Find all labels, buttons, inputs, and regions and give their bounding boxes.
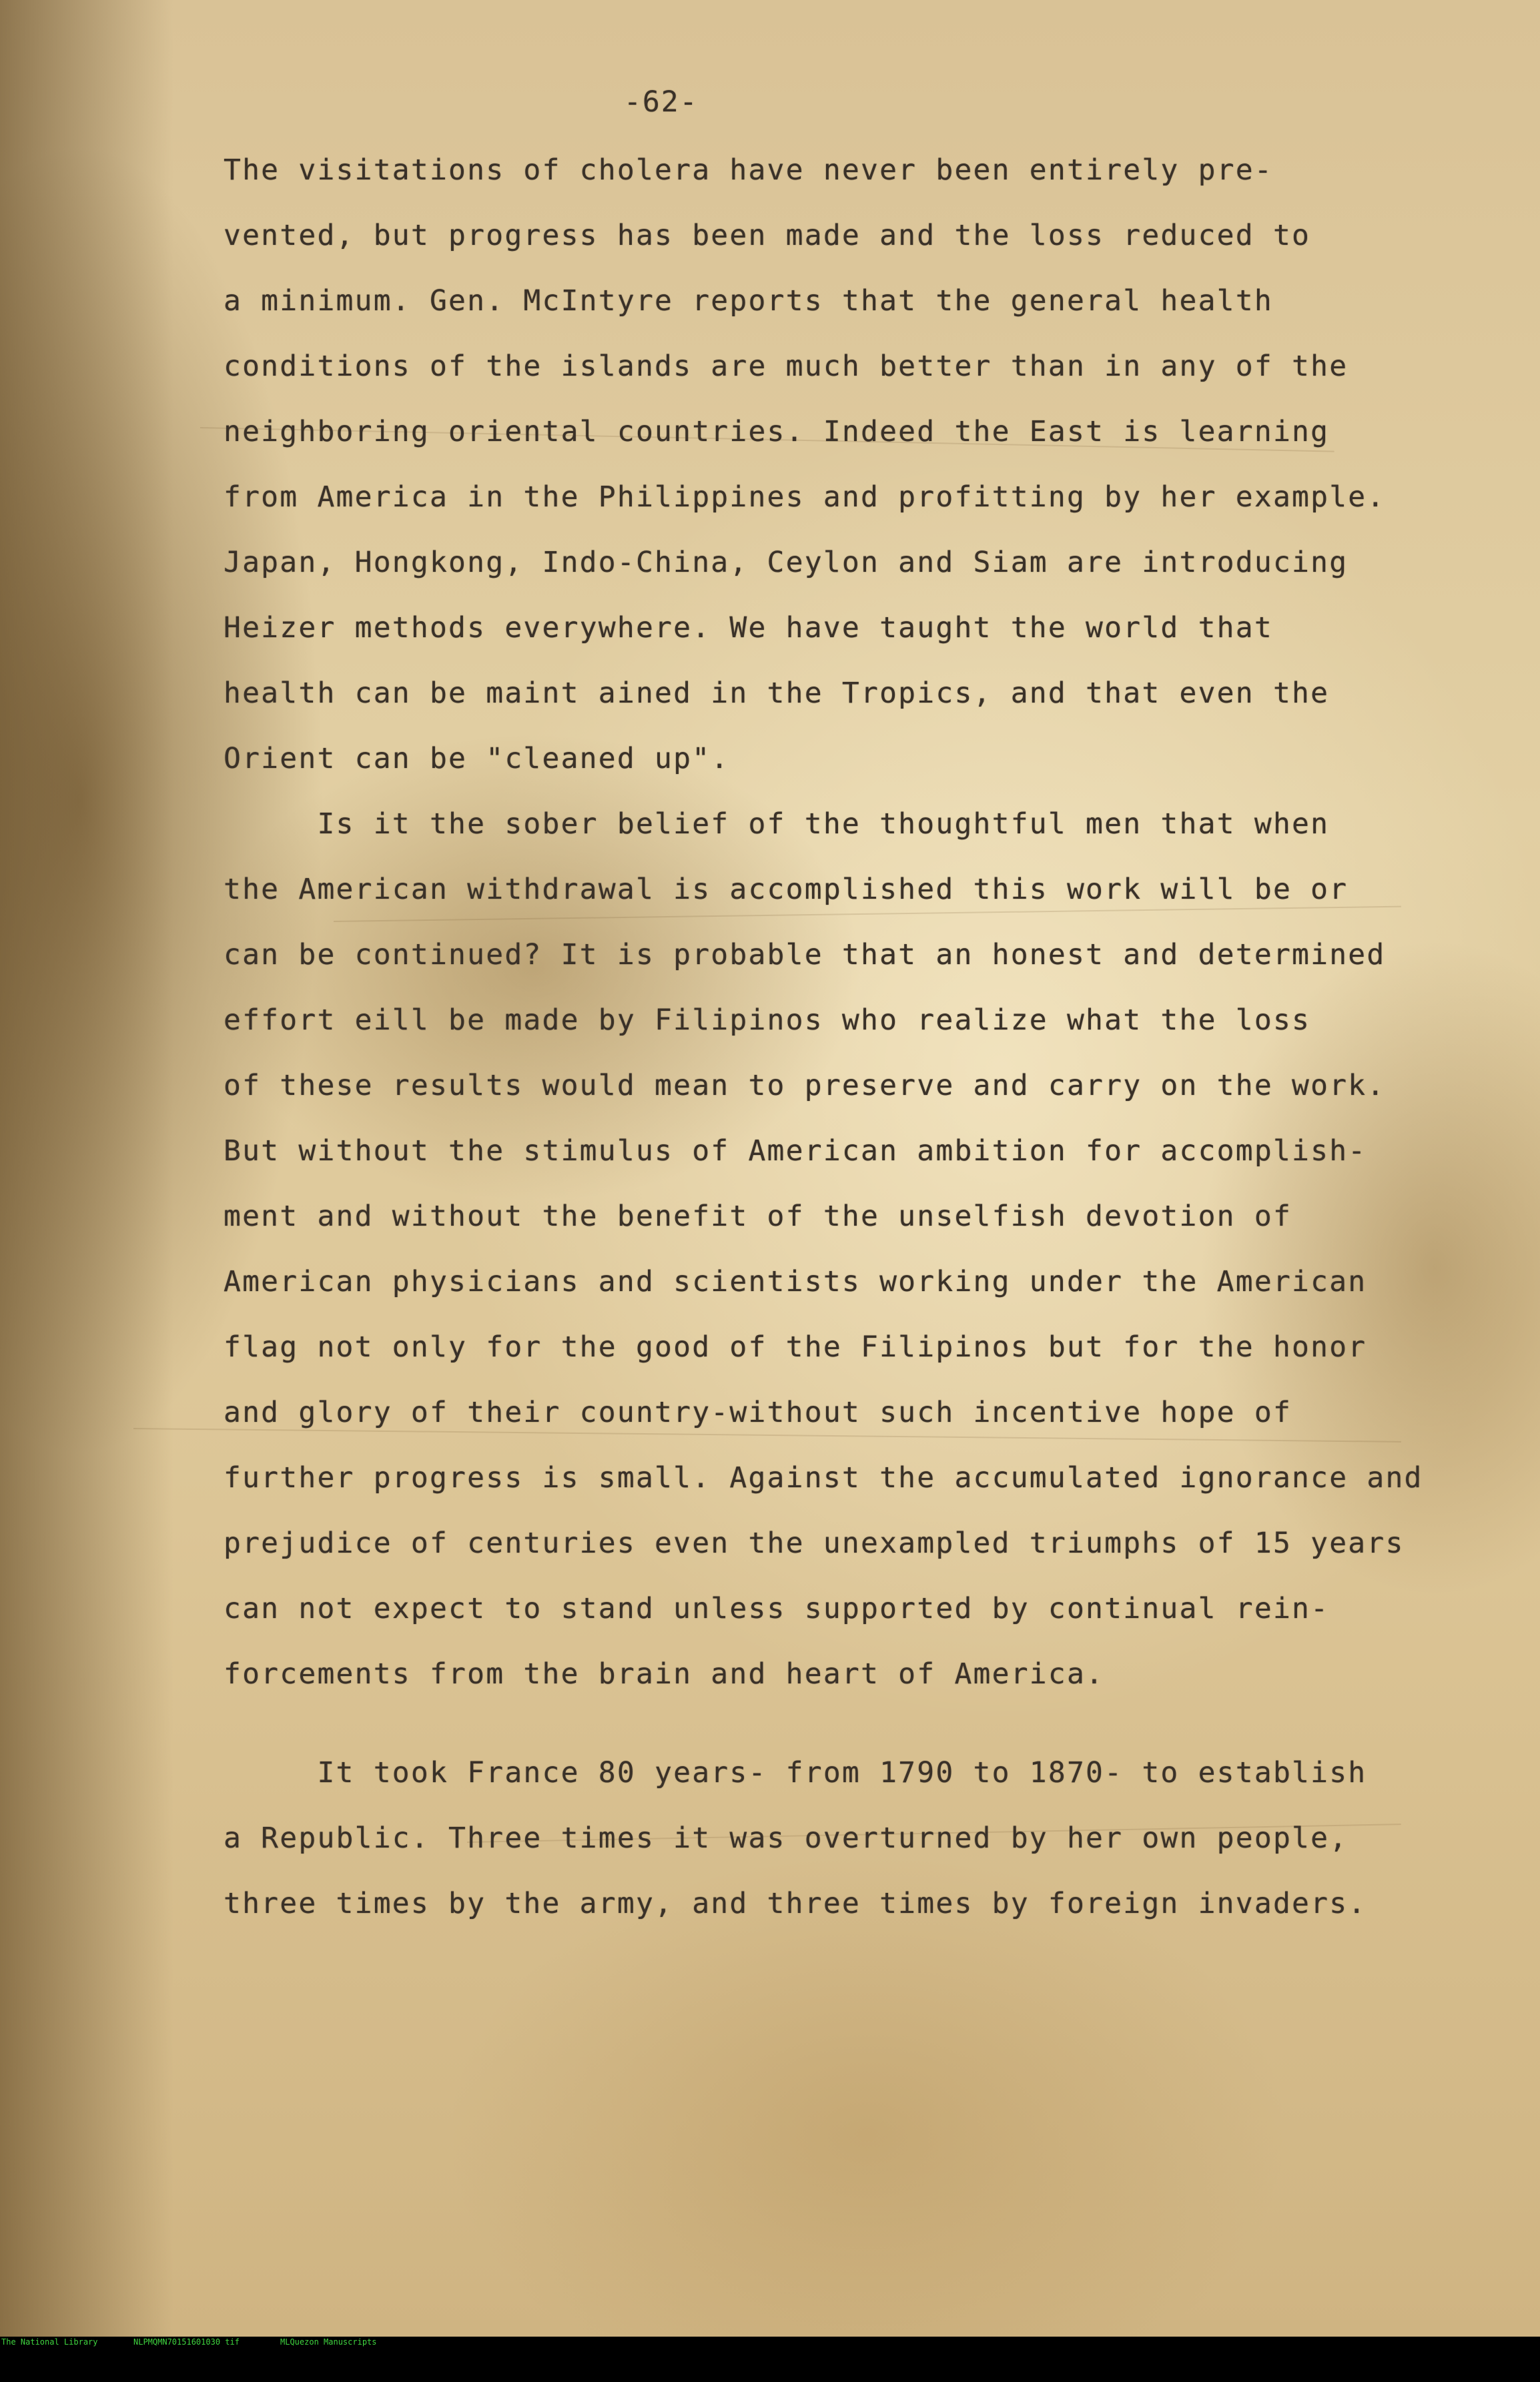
text-line: forcements from the brain and heart of America.: [224, 1657, 1105, 1691]
text-line: three times by the army, and three times by foreign invaders.: [224, 1887, 1367, 1920]
text-line: vented, but progress has been made and the loss reduced to: [224, 219, 1311, 252]
text-line: effort eill be made by Filipinos who realize what the loss: [224, 1004, 1311, 1037]
text-line: The visitations of cholera have never been entirely pre-: [224, 153, 1273, 187]
text-line: ment and without the benefit of the unselfish devotion of: [224, 1200, 1292, 1233]
footer-file: NLPMQMN70151601030 tif: [133, 2337, 240, 2347]
scan-footer: [0, 2337, 1540, 2348]
text-line: can not expect to stand unless supported by continual rein-: [224, 1592, 1330, 1625]
text-line: Heizer methods everywhere. We have taught the world that: [224, 611, 1273, 645]
text-line: of these results would mean to preserve and carry on the work.: [224, 1069, 1386, 1102]
text-line: But without the stimulus of American ambition for accomplish-: [224, 1134, 1367, 1168]
text-line: a Republic. Three times it was overturned by her own people,: [224, 1822, 1349, 1855]
text-line: neighboring oriental countries. Indeed the East is learning: [224, 415, 1330, 448]
text-line: the American withdrawal is accomplished this work will be or: [224, 873, 1349, 906]
typed-text: [224, 0, 1525, 1920]
footer-collection: MLQuezon Manuscripts: [280, 2337, 377, 2347]
text-line: prejudice of centuries even the unexampled triumphs of 15 years: [224, 1527, 1405, 1560]
text-line: American physicians and scientists working under the American: [224, 1265, 1367, 1298]
text-line: Orient can be "cleaned up".: [224, 742, 730, 775]
text-line: can be continued? It is probable that an honest and determined: [224, 938, 1386, 971]
text-line: further progress is small. Against the accumulated ignorance and: [224, 1461, 1423, 1495]
text-line: Is it the sober belief of the thoughtful men that when: [224, 807, 1330, 841]
text-line: conditions of the islands are much better than in any of the: [224, 350, 1349, 383]
page-number: -62-: [624, 85, 699, 119]
text-line: flag not only for the good of the Filipinos but for the honor: [224, 1330, 1367, 1364]
water-stain: [0, 0, 173, 2337]
text-line: a minimum. Gen. McIntyre reports that the general health: [224, 284, 1273, 318]
footer-library: The National Library: [1, 2337, 98, 2347]
text-line: and glory of their country-without such incentive hope of: [224, 1396, 1292, 1429]
text-line: It took France 80 years- from 1790 to 1870- to establish: [224, 1756, 1367, 1790]
text-line: health can be maint ained in the Tropics, and that even the: [224, 677, 1330, 710]
text-line: Japan, Hongkong, Indo-China, Ceylon and Siam are introducing: [224, 546, 1349, 579]
text-line: from America in the Philippines and profitting by her example.: [224, 480, 1386, 514]
